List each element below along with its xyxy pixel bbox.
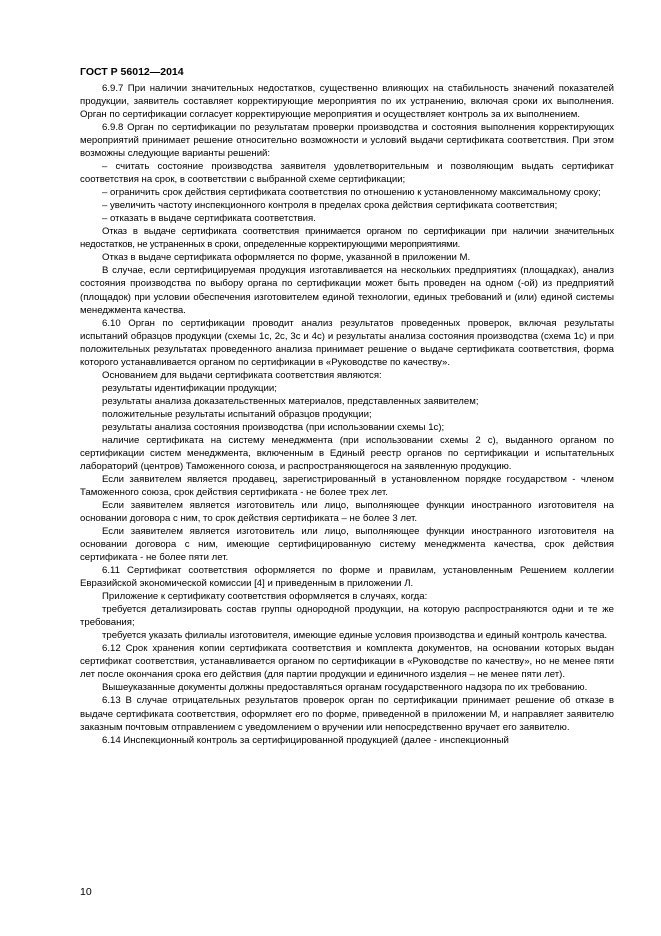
paragraph-p3: – считать состояние производства заявителя удовлетворительным и позволяющим выдать сертификат соответствия на срок, в соответствии с выбранной схеме сертификации;	[80, 161, 614, 186]
paragraph-p1: 6.9.7 При наличии значительных недостатков, существенно влияющих на стабильность значений показателей продукции, заявитель составляет корректирующие мероприятия по их устранению, включая сроки их выполнения. Орган по сертификации согласует корректирующие мероприятия и осуществляет контроль за их выполнением.	[80, 83, 614, 121]
paragraph-p6: – отказать в выдаче сертификата соответствия.	[102, 213, 316, 225]
paragraph-p2: 6.9.8 Орган по сертификации по результатам проверки производства и состояния выполнения корректирующих мероприятий принимает решение относительно возможности и условий выдачи сертификата соответствия. При этом возможны следующие варианты решений:	[80, 122, 614, 160]
paragraph-p21: Приложение к сертификату соответствия оформляется в случаях, когда:	[102, 591, 428, 603]
paragraph-p17: Если заявителем является продавец, зарегистрированный в установленном порядке государством - членом Таможенного союза, срок действия сертификата - не более трех лет.	[80, 473, 614, 498]
page-number: 10	[80, 886, 92, 898]
paragraph-p24: 6.12 Срок хранения копии сертификата соответствия и комплекта документов, на основании которых выдан сертификат соответствия, устанавливается органом по сертификации в «Руководстве по качеству», но не менее пяти лет после окончания срока его действия (для партии продукции и единичного изделия – не менее пяти лет).	[80, 643, 614, 681]
paragraph-p19: Если заявителем является изготовитель или лицо, выполняющее функции иностранного изготовителя на основании договора с ним, имеющие сертифицированную систему менеджмента качества, срок действия сертификата - не более пяти лет.	[80, 526, 614, 564]
paragraph-p20: 6.11 Сертификат соответствия оформляется по форме и правилам, установленным Решением коллегии Евразийской экономической комиссии [4] и приведенным в приложении Л.	[80, 565, 614, 590]
paragraph-p7: Отказ в выдаче сертификата соответствия принимается органом по сертификации при наличии значительных недостатков, не устраненных в сроки, определенные корректирующими мероприятиями.	[80, 226, 614, 251]
paragraph-p16: наличие сертификата на систему менеджмента (при использовании схемы 2 с), выданного органом по сертификации систем менеджмента, включенным в Единый реестр органов по сертификации и испытательных лабораторий (центров) Таможенного союза, и распространяющегося на заявленную продукцию.	[80, 434, 614, 472]
paragraph-p26: 6.13 В случае отрицательных результатов проверок орган по сертификации принимает решение об отказе в выдаче сертификата соответствия, оформляет его по форме, приведенной в приложении М, и направляет заявителю заказным почтовым отправлением с уведомлением о вручении или непосредственно вручает его заявителю.	[80, 695, 614, 733]
paragraph-p12: результаты идентификации продукции;	[102, 382, 277, 394]
paragraph-p11: Основанием для выдачи сертификата соответствия являются:	[102, 369, 382, 381]
document-body	[80, 82, 614, 747]
paragraph-p15: результаты анализа состояния производства (при использовании схемы 1с);	[102, 421, 445, 433]
paragraph-p23: требуется указать филиалы изготовителя, имеющие единые условия производства и единый контроль качества.	[102, 630, 608, 642]
paragraph-p18: Если заявителем является изготовитель или лицо, выполняющее функции иностранного изготовителя на основании договора с ним, то срок действия сертификата – не более 3 лет.	[80, 500, 614, 525]
document-header: ГОСТ Р 56012—2014	[80, 66, 184, 78]
paragraph-p8: Отказ в выдаче сертификата оформляется по форме, указанной в приложении М.	[102, 252, 471, 264]
paragraph-p14: положительные результаты испытаний образцов продукции;	[102, 408, 372, 420]
paragraph-p25: Вышеуказанные документы должны предоставляться органам государственного надзора по их требованию.	[102, 682, 588, 694]
paragraph-p4: – ограничить срок действия сертификата соответствия по отношению к установленному максимальному сроку;	[102, 187, 601, 199]
paragraph-p9: В случае, если сертифицируемая продукция изготавливается на нескольких предприятиях (площадках), анализ состояния производства по выбору органа по сертификации может быть проведен на одном (-ой) из предприятий (площадок) при условии обеспечения изготовителем единой технологии, единых требований и (или) единой системы менеджмента качества.	[80, 265, 614, 316]
paragraph-p10: 6.10 Орган по сертификации проводит анализ результатов проведенных проверок, включая результаты испытаний образцов продукции (схемы 1с, 2с, 3с и 4с) и результаты анализа состояния производства (схема 1с) и при положительных результатах проведенного анализа принимает решение о выдаче сертификата соответствия, форма которого устанавливается органом по сертификации в «Руководстве по качеству».	[80, 317, 614, 368]
paragraph-p13: результаты анализа доказательственных материалов, представленных заявителем;	[102, 395, 479, 407]
paragraph-p27: 6.14 Инспекционный контроль за сертифицированной продукцией (далее - инспекционный	[102, 734, 509, 746]
paragraph-p22: требуется детализировать состав группы однородной продукции, на которую распространяются одни и те же требования;	[80, 604, 614, 629]
paragraph-p5: – увеличить частоту инспекционного контроля в пределах срока действия сертификата соответствия;	[102, 200, 558, 212]
